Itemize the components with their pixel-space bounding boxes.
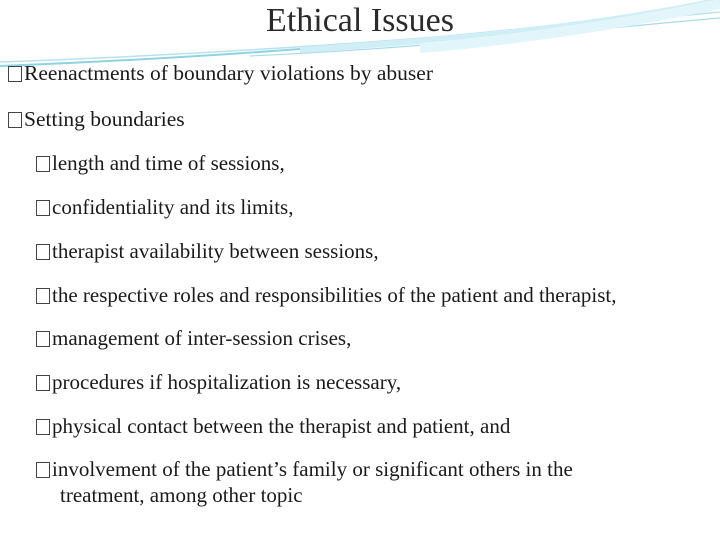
bullet-item: ?Reenactments of boundary violations by abuser (8, 60, 433, 86)
slide-title: Ethical Issues (266, 2, 454, 39)
bullet-icon (36, 244, 50, 260)
bullet-icon (36, 288, 50, 304)
sub-bullet-item: ?involvement of the patient’s family or significant others in the treatment, among other topic (36, 456, 573, 508)
bullet-icon (36, 419, 50, 435)
bullet-icon (36, 200, 50, 216)
bullet-icon (36, 156, 50, 172)
sub-bullet-item: ?management of inter-session crises, (36, 325, 351, 351)
bullet-item: ?Setting boundaries (8, 106, 185, 132)
bullet-icon (8, 66, 22, 82)
bullet-icon (36, 462, 50, 478)
sub-bullet-item: ?physical contact between the therapist and patient, and (36, 413, 510, 439)
bullet-icon (36, 331, 50, 347)
bullet-icon (8, 112, 22, 128)
sub-bullet-item: ?the respective roles and responsibilities of the patient and therapist, (36, 282, 617, 308)
sub-bullet-item: ?therapist availability between sessions, (36, 238, 379, 264)
bullet-icon (36, 375, 50, 391)
sub-bullet-item: ?procedures if hospitalization is necessary, (36, 369, 401, 395)
sub-bullet-item: ?length and time of sessions, (36, 150, 285, 176)
sub-bullet-item: ?confidentiality and its limits, (36, 194, 293, 220)
